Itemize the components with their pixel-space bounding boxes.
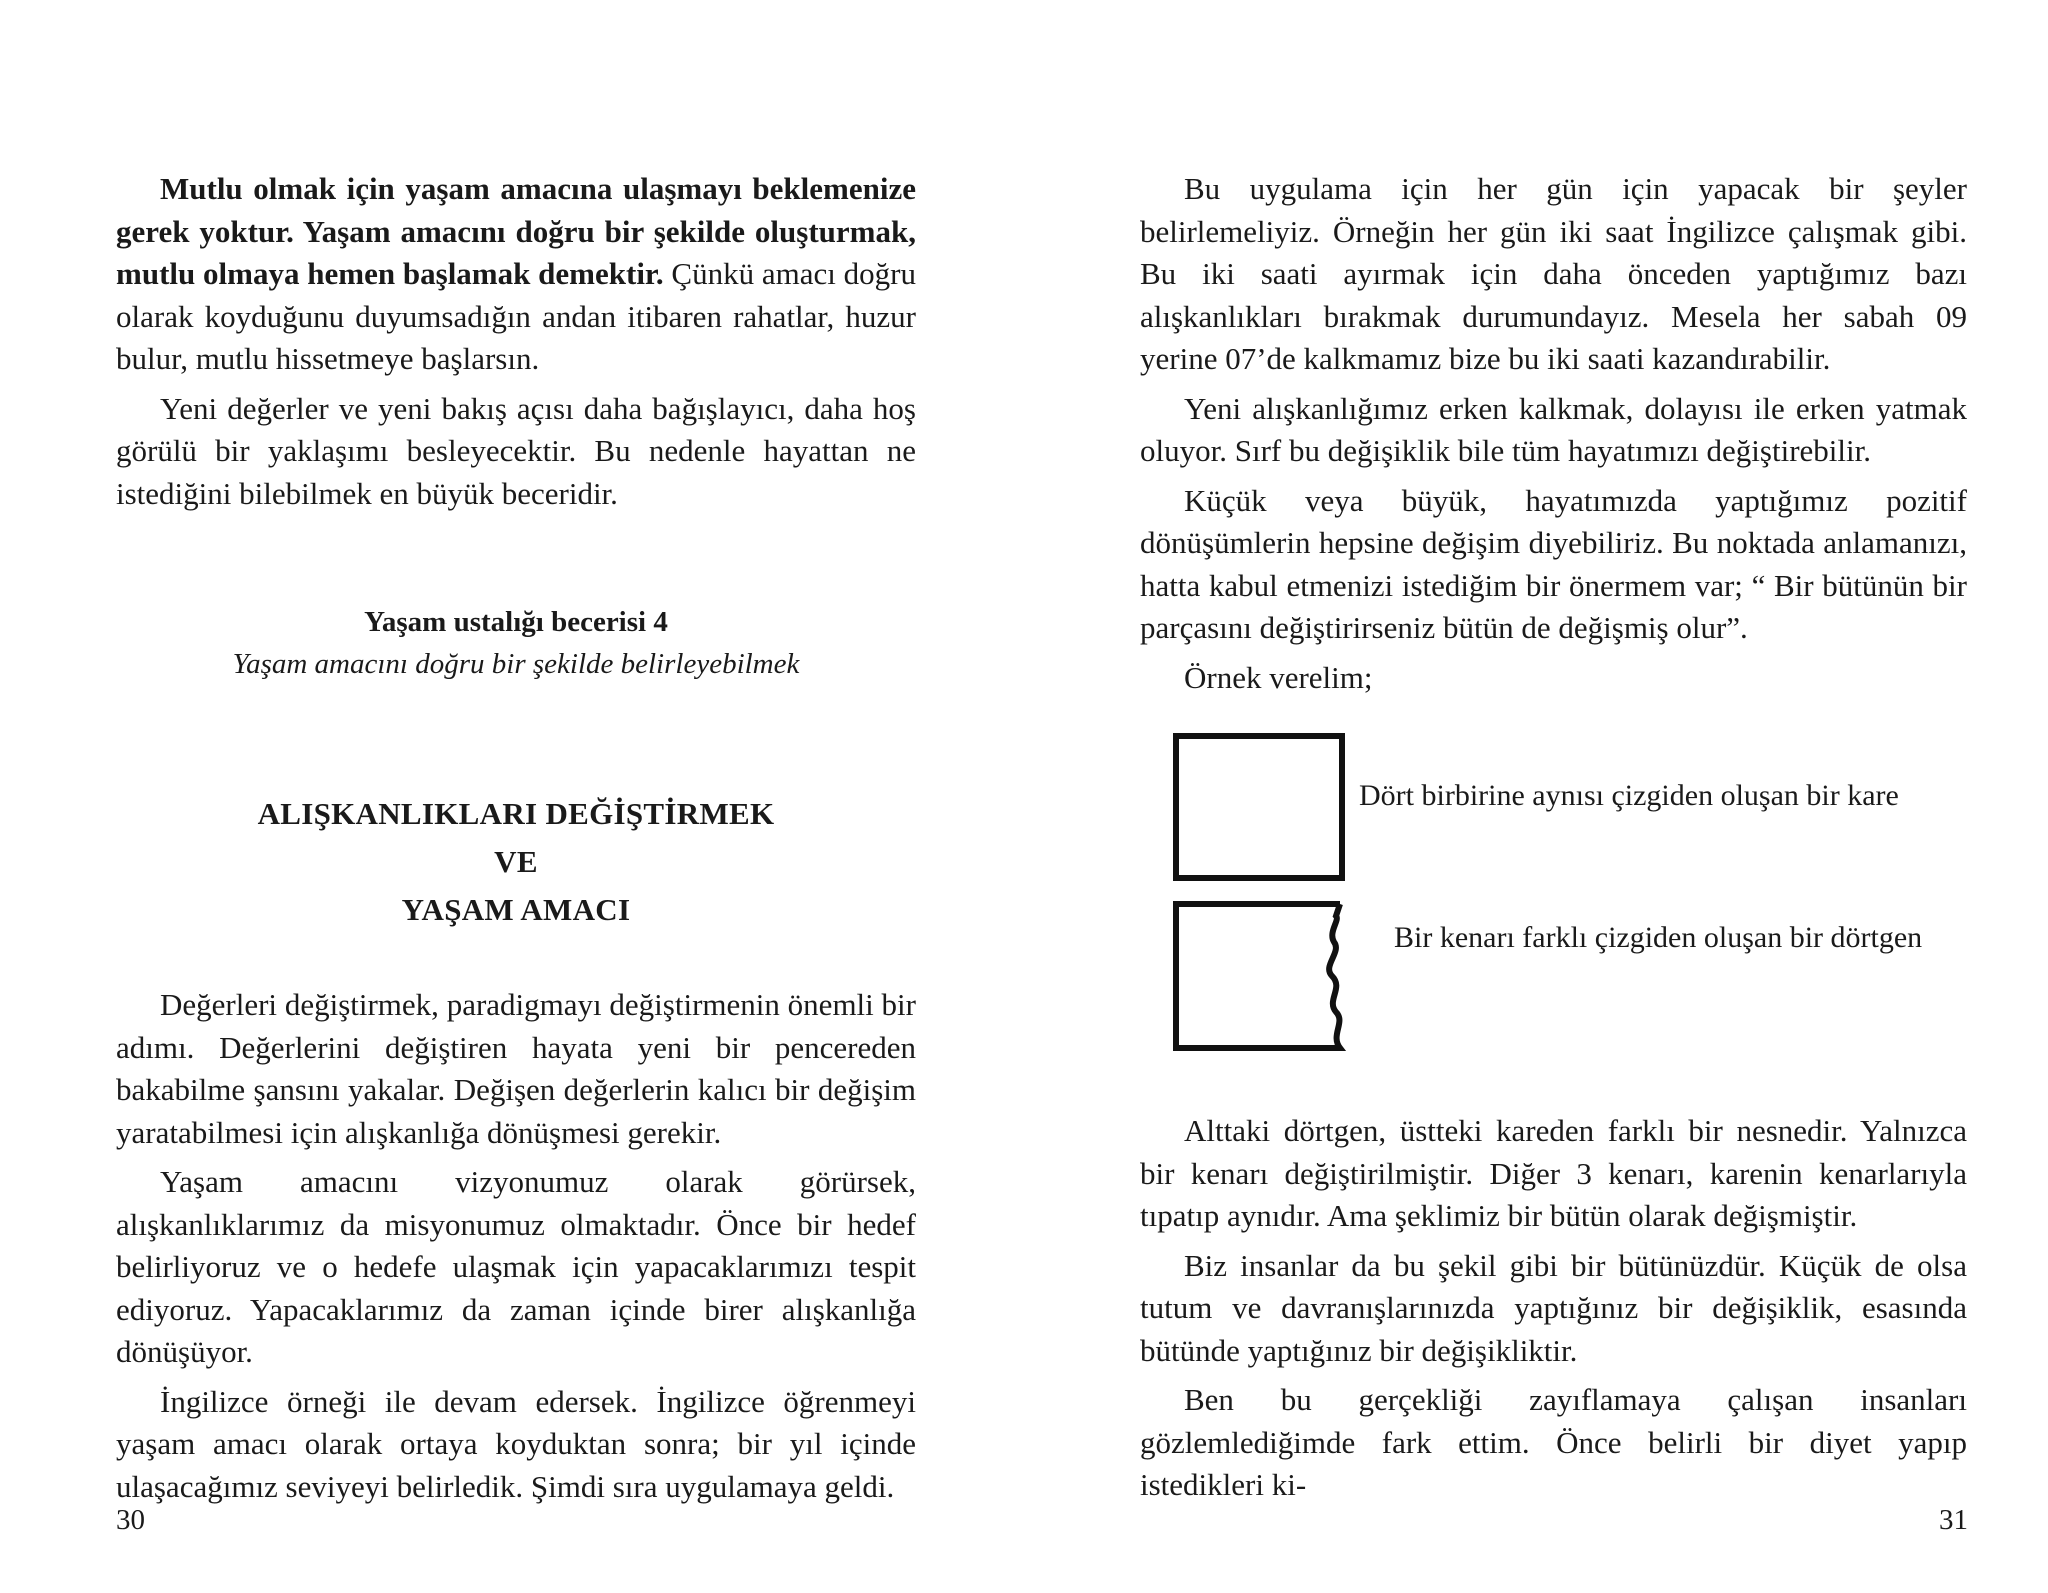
right-top-text xyxy=(1140,168,1967,706)
paragraph-values: Yeni değerler ve yeni bakış açısı daha bağışlayıcı, daha hoş görülü bir yaklaşımı besleyecektir. Bu nedenle hayattan ne istediğini bilebilmek en büyük beceridir. xyxy=(116,390,916,511)
page-number-left: 30 xyxy=(116,1504,145,1536)
paragraph: Alttaki dörtgen, üstteki kareden farklı bir nesnedir. Yalnızca bir kenarı değiştirilmiştir. Diğer 3 kenarı, karenin kenarlarıyla tıpatıp aynıdır. Ama şeklimiz bir bütün olarak değişmiştir. xyxy=(1140,1113,1967,1233)
paragraph: Ben bu gerçekliği zayıflamaya çalışan insanları gözlemlediğimde fark ettim. Önce belirli bir diyet yapıp istedikleri ki- xyxy=(1140,1382,1967,1502)
skill-subtitle: Yaşam amacını doğru bir şekilde belirleyebilmek xyxy=(232,648,800,680)
paragraph: Yeni alışkanlığımız erken kalkmak, dolayısı ile erken yatmak oluyor. Sırf bu değişiklik bile tüm hayatımızı değiştirebilir. xyxy=(1140,390,1967,468)
intro-bold-text: Mutlu olmak için yaşam amacına ulaşmayı beklemenize gerek yoktur. Yaşam amacını doğru bir şekilde oluşturmak, mutlu olmaya hemen başlamak demektir. xyxy=(116,171,916,291)
section-heading xyxy=(116,790,916,934)
paragraph: Küçük veya büyük, hayatımızda yaptığımız pozitif dönüşümlerin hepsine değişim diyebiliriz. Bu noktada anlamanızı, hatta kabul etmenizi istediğim bir önermem var; “ Bir bütünün bir parçasını değiştirirseniz bütün de değişmiş olur”. xyxy=(1140,482,1967,645)
intro-paragraph xyxy=(116,168,916,381)
shape-figure xyxy=(1170,730,1350,1060)
paragraph: Biz insanlar da bu şekil gibi bir bütünüzdür. Küçük de olsa tutum ve davranışlarınızda yaptığınız bir değişiklik, esasında bütünde yaptığınız bir değişikliktir. xyxy=(1140,1247,1967,1368)
square-shape xyxy=(1176,736,1342,878)
quadrilateral-label: Bir kenarı farklı çizgiden oluşan bir dörtgen xyxy=(1394,921,1923,954)
paragraph: Değerleri değiştirmek, paradigmayı değiştirmenin önemli bir adımı. Değerlerini değiştiren hayata yeni bir pencereden bakabilme şansını yakalar. Değişen değerlerin kalıcı bir değişim yaratabilmesi için alışkanlığa dönüşmesi gerekir. xyxy=(116,987,916,1150)
left-top-text xyxy=(116,168,916,522)
skill-title: Yaşam ustalığı becerisi 4 xyxy=(364,606,668,638)
paragraph: Yaşam amacını vizyonumuz olarak görürsek, alışkanlıklarımız da misyonumuz olmaktadır. Önce bir hedef belirliyoruz ve o hedefe ulaşmak için yapacaklarımızı tespit ediyoruz. Yapacaklarımız da zaman içinde birer alışkanlığa dönüşüyor. xyxy=(116,1164,916,1369)
square-label: Dört birbirine aynısı çizgiden oluşan bir kare xyxy=(1359,779,1899,812)
paragraph: Bu uygulama için her gün için yapacak bir şeyler belirlemeliyiz. Örneğin her gün iki saat İngilizce çalışmak gibi. Bu iki saati ayırmak için daha önceden yaptığımız bazı alışkanlıkları bırakmak durumundayız. Mesela her sabah 09 yerine 07’de kalkmamız bize bu iki saati kazandırabilir. xyxy=(1140,171,1967,376)
heading-line-3: YAŞAM AMACI xyxy=(401,892,631,927)
intro-rest-text: Çünkü amacı doğru olarak koyduğunu duyumsadığın andan itibaren rahatlar, huzur bulur, mutlu hissetmeye başlarsın. xyxy=(116,256,916,376)
paragraph: İngilizce örneği ile devam edersek. İngilizce öğrenmeyi yaşam amacı olarak ortaya koyduktan sonra; bir yıl içinde ulaşacağımız seviyeyi belirledik. Şimdi sıra uygulamaya geldi. xyxy=(116,1383,916,1504)
right-bottom-text xyxy=(1140,1110,1967,1514)
paragraph-example-intro: Örnek verelim; xyxy=(1184,659,1373,695)
heading-line-2: VE xyxy=(494,844,538,879)
quadrilateral-shape xyxy=(1176,904,1340,1048)
heading-line-1: ALIŞKANLIKLARI DEĞİŞTİRMEK xyxy=(257,796,775,831)
skill-block xyxy=(116,601,916,685)
left-body-text xyxy=(116,984,916,1515)
page-number-right: 31 xyxy=(1939,1504,1968,1536)
